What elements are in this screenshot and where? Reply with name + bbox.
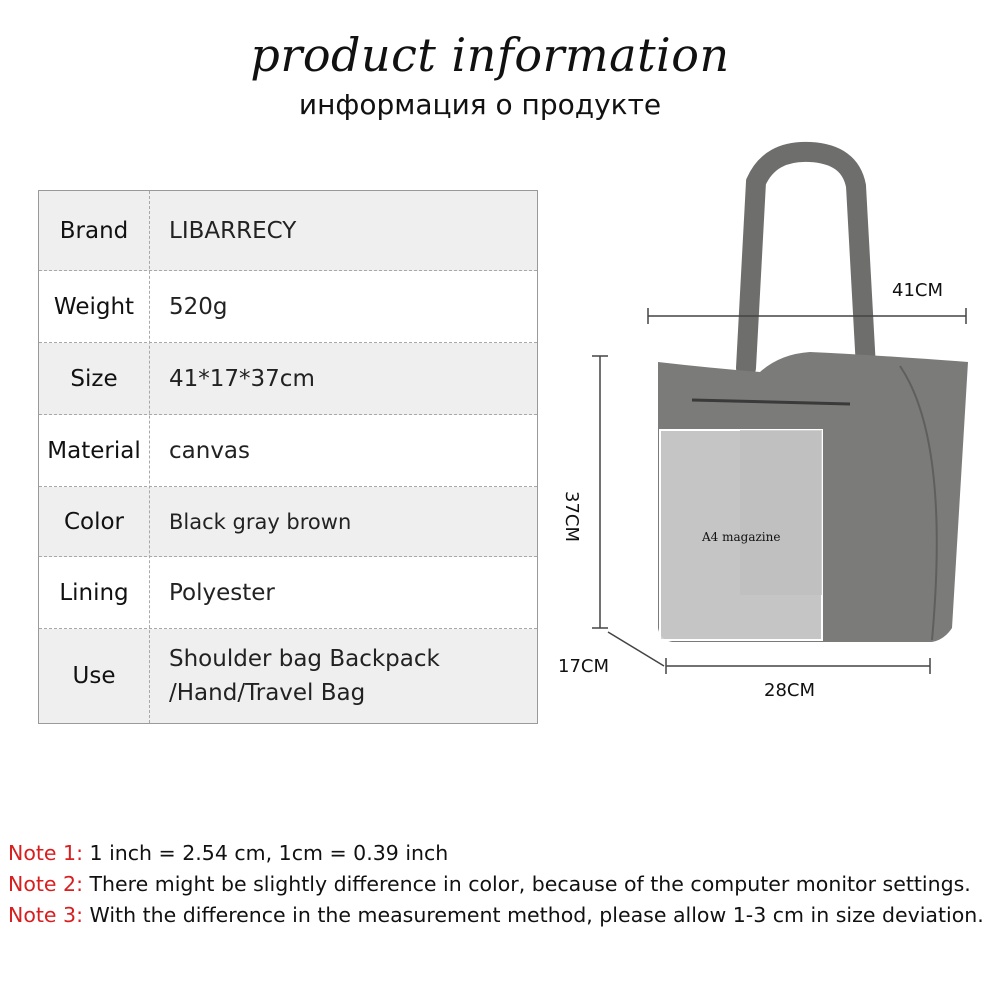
spec-value: 41*17*37cm <box>169 365 315 392</box>
bag-svg <box>560 140 980 720</box>
bag-handle <box>746 152 866 368</box>
spec-row-weight <box>39 271 537 343</box>
spec-label: Brand <box>59 217 129 244</box>
note-label: Note 3: <box>8 903 83 927</box>
bottom-width-label: 28CM <box>764 680 816 701</box>
a4-overlay-label: A4 magazine <box>702 530 781 544</box>
spec-row-use <box>39 629 537 723</box>
spec-label: Lining <box>59 579 129 606</box>
note-2 <box>8 869 998 900</box>
notes-section <box>8 838 998 931</box>
spec-row-color <box>39 487 537 557</box>
spec-table <box>38 190 538 724</box>
spec-label: Weight <box>53 293 135 320</box>
note-label: Note 2: <box>8 872 83 896</box>
note-label: Note 1: <box>8 841 83 865</box>
spec-value: canvas <box>169 437 251 464</box>
spec-value: LIBARRECY <box>169 217 297 244</box>
page-title: product information <box>250 28 730 82</box>
table-column-divider <box>149 191 150 723</box>
spec-label: Size <box>70 365 118 392</box>
height-label: 37CM <box>561 490 583 543</box>
spec-value: 520g <box>169 293 228 320</box>
spec-value: Black gray brown <box>169 509 352 534</box>
bag-illustration <box>560 140 980 720</box>
bag-pocket <box>740 430 822 595</box>
spec-label: Use <box>72 663 116 689</box>
spec-row-brand <box>39 191 537 271</box>
page-subtitle: информация о продукте <box>298 88 662 121</box>
note-text: There might be slightly difference in color, because of the computer monitor settings. <box>89 872 971 896</box>
spec-row-material <box>39 415 537 487</box>
spec-label: Material <box>47 437 141 464</box>
width-label: 41CM <box>892 280 944 301</box>
note-text: 1 inch = 2.54 cm, 1cm = 0.39 inch <box>89 841 449 865</box>
note-1 <box>8 838 998 869</box>
note-3 <box>8 900 998 931</box>
spec-row-size <box>39 343 537 415</box>
spec-label: Color <box>63 508 125 535</box>
depth-dimension-line <box>608 632 664 666</box>
spec-value: Polyester <box>169 579 275 606</box>
spec-value: Shoulder bag Backpack /Hand/Travel Bag <box>169 646 440 706</box>
depth-label: 17CM <box>558 656 610 677</box>
spec-row-lining <box>39 557 537 629</box>
note-text: With the difference in the measurement method, please allow 1-3 cm in size deviation. <box>89 903 984 927</box>
